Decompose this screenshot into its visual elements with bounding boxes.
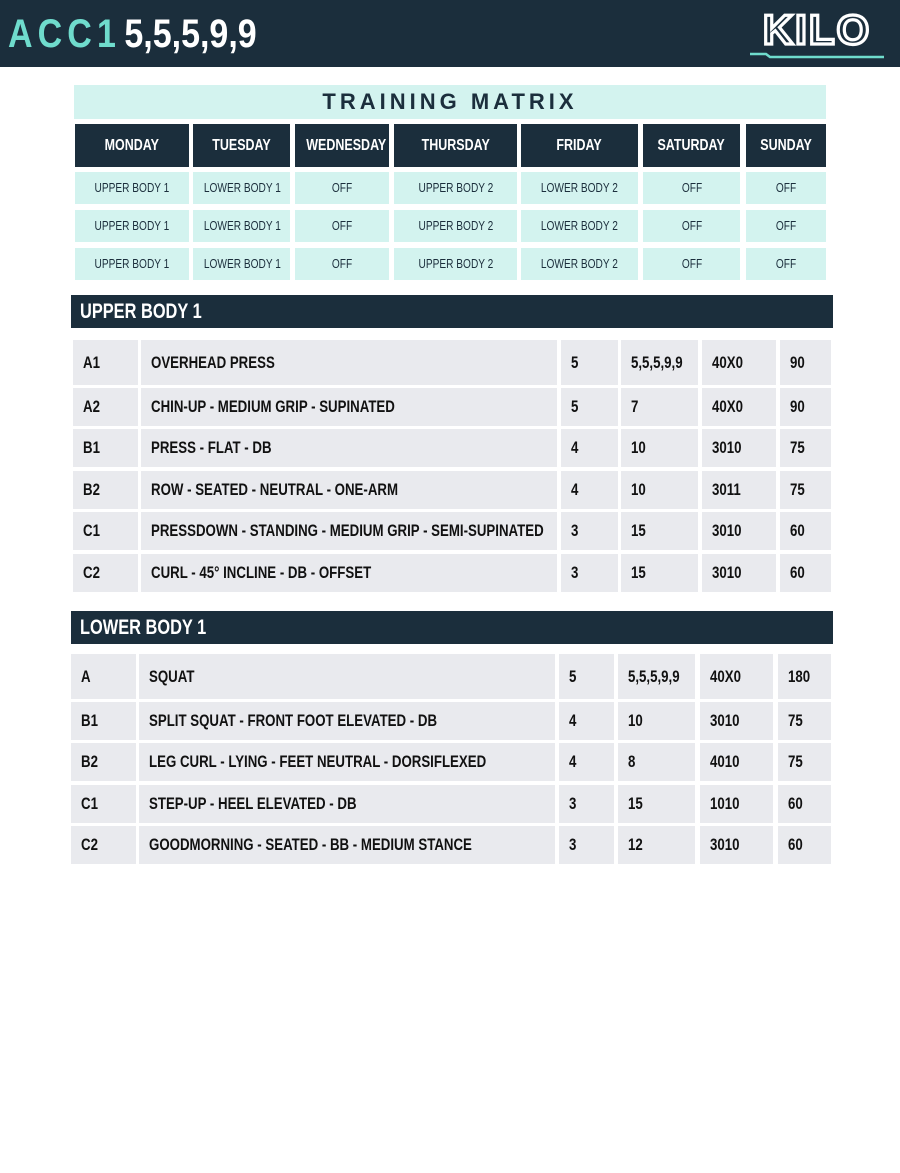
matrix-cell: OFF — [643, 172, 740, 204]
section-header-upper-body-1: UPPER BODY 1 — [71, 295, 833, 328]
matrix-day-header: SATURDAY — [643, 124, 740, 167]
exercise-rest: 90 — [780, 340, 831, 385]
exercise-reps: 5,5,5,9,9 — [618, 654, 695, 699]
exercise-sets: 4 — [559, 702, 614, 740]
training-matrix-title: TRAINING MATRIX — [74, 85, 826, 119]
matrix-day-header: SUNDAY — [746, 124, 826, 167]
exercise-rest: 75 — [778, 702, 831, 740]
exercise-reps: 15 — [621, 512, 698, 550]
exercise-sets: 5 — [559, 654, 614, 699]
exercise-sets: 3 — [559, 826, 614, 864]
header-bar — [0, 0, 900, 67]
exercise-reps: 10 — [621, 471, 698, 509]
exercise-rest: 180 — [778, 654, 831, 699]
exercise-code: C2 — [71, 826, 136, 864]
exercise-name: SQUAT — [139, 654, 555, 699]
exercise-reps: 10 — [621, 429, 698, 467]
matrix-cell: OFF — [295, 248, 389, 280]
exercise-code: C1 — [73, 512, 138, 550]
matrix-cell: UPPER BODY 2 — [394, 172, 517, 204]
matrix-cell: LOWER BODY 2 — [521, 248, 638, 280]
exercise-tempo: 3010 — [700, 826, 773, 864]
exercise-code: B1 — [73, 429, 138, 467]
matrix-cell: OFF — [643, 210, 740, 242]
exercise-name: ROW - SEATED - NEUTRAL - ONE-ARM — [141, 471, 557, 509]
exercise-name: OVERHEAD PRESS — [141, 340, 557, 385]
kilo-logo — [744, 8, 890, 60]
matrix-cell: OFF — [746, 172, 826, 204]
matrix-day-header: TUESDAY — [193, 124, 290, 167]
matrix-cell: UPPER BODY 2 — [394, 210, 517, 242]
kilo-logo-text: KILO — [762, 8, 872, 53]
exercise-sets: 4 — [561, 471, 618, 509]
exercise-rest: 60 — [780, 554, 831, 592]
exercise-code: C1 — [71, 785, 136, 823]
matrix-day-header: THURSDAY — [394, 124, 517, 167]
exercise-rest: 60 — [780, 512, 831, 550]
program-code: ACC1 — [8, 12, 121, 56]
exercise-reps: 12 — [618, 826, 695, 864]
section-header-lower-body-1: LOWER BODY 1 — [71, 611, 833, 644]
matrix-cell: LOWER BODY 1 — [193, 210, 290, 242]
exercise-code: B2 — [71, 743, 136, 781]
matrix-cell: OFF — [746, 248, 826, 280]
exercise-reps: 5,5,5,9,9 — [621, 340, 698, 385]
exercise-tempo: 40X0 — [700, 654, 773, 699]
exercise-sets: 5 — [561, 388, 618, 426]
exercise-code: A — [71, 654, 136, 699]
exercise-name: LEG CURL - LYING - FEET NEUTRAL - DORSIFLEXED — [139, 743, 555, 781]
matrix-cell: OFF — [643, 248, 740, 280]
exercise-rest: 75 — [778, 743, 831, 781]
exercise-name: GOODMORNING - SEATED - BB - MEDIUM STANCE — [139, 826, 555, 864]
exercise-name: PRESS - FLAT - DB — [141, 429, 557, 467]
matrix-cell: UPPER BODY 1 — [75, 172, 189, 204]
exercise-code: B2 — [73, 471, 138, 509]
matrix-cell: OFF — [295, 172, 389, 204]
exercise-code: C2 — [73, 554, 138, 592]
exercise-tempo: 1010 — [700, 785, 773, 823]
exercise-sets: 3 — [559, 785, 614, 823]
matrix-cell: LOWER BODY 1 — [193, 172, 290, 204]
exercise-rest: 60 — [778, 785, 831, 823]
matrix-cell: OFF — [746, 210, 826, 242]
exercise-tempo: 40X0 — [702, 340, 776, 385]
matrix-cell: UPPER BODY 1 — [75, 248, 189, 280]
exercise-tempo: 3011 — [702, 471, 776, 509]
exercise-name: CHIN-UP - MEDIUM GRIP - SUPINATED — [141, 388, 557, 426]
matrix-cell: LOWER BODY 1 — [193, 248, 290, 280]
matrix-cell: LOWER BODY 2 — [521, 210, 638, 242]
exercise-code: A1 — [73, 340, 138, 385]
exercise-code: B1 — [71, 702, 136, 740]
exercise-reps: 8 — [618, 743, 695, 781]
exercise-rest: 75 — [780, 429, 831, 467]
matrix-cell: UPPER BODY 2 — [394, 248, 517, 280]
exercise-tempo: 3010 — [702, 429, 776, 467]
exercise-code: A2 — [73, 388, 138, 426]
exercise-name: STEP-UP - HEEL ELEVATED - DB — [139, 785, 555, 823]
matrix-day-header: MONDAY — [75, 124, 189, 167]
exercise-reps: 10 — [618, 702, 695, 740]
exercise-reps: 15 — [621, 554, 698, 592]
program-rep-scheme: 5,5,5,9,9 — [124, 12, 257, 56]
exercise-name: PRESSDOWN - STANDING - MEDIUM GRIP - SEMI-SUPINATED — [141, 512, 557, 550]
matrix-cell: UPPER BODY 1 — [75, 210, 189, 242]
exercise-sets: 4 — [559, 743, 614, 781]
exercise-sets: 3 — [561, 512, 618, 550]
exercise-tempo: 40X0 — [702, 388, 776, 426]
matrix-day-header: WEDNESDAY — [295, 124, 389, 167]
exercise-sets: 3 — [561, 554, 618, 592]
program-title — [8, 6, 301, 62]
exercise-tempo: 3010 — [702, 554, 776, 592]
exercise-reps: 15 — [618, 785, 695, 823]
exercise-sets: 5 — [561, 340, 618, 385]
exercise-sets: 4 — [561, 429, 618, 467]
exercise-name: CURL - 45° INCLINE - DB - OFFSET — [141, 554, 557, 592]
exercise-rest: 75 — [780, 471, 831, 509]
exercise-tempo: 3010 — [702, 512, 776, 550]
exercise-name: SPLIT SQUAT - FRONT FOOT ELEVATED - DB — [139, 702, 555, 740]
exercise-rest: 90 — [780, 388, 831, 426]
matrix-cell: OFF — [295, 210, 389, 242]
exercise-reps: 7 — [621, 388, 698, 426]
exercise-rest: 60 — [778, 826, 831, 864]
matrix-cell: LOWER BODY 2 — [521, 172, 638, 204]
exercise-tempo: 3010 — [700, 702, 773, 740]
matrix-day-header: FRIDAY — [521, 124, 638, 167]
exercise-tempo: 4010 — [700, 743, 773, 781]
